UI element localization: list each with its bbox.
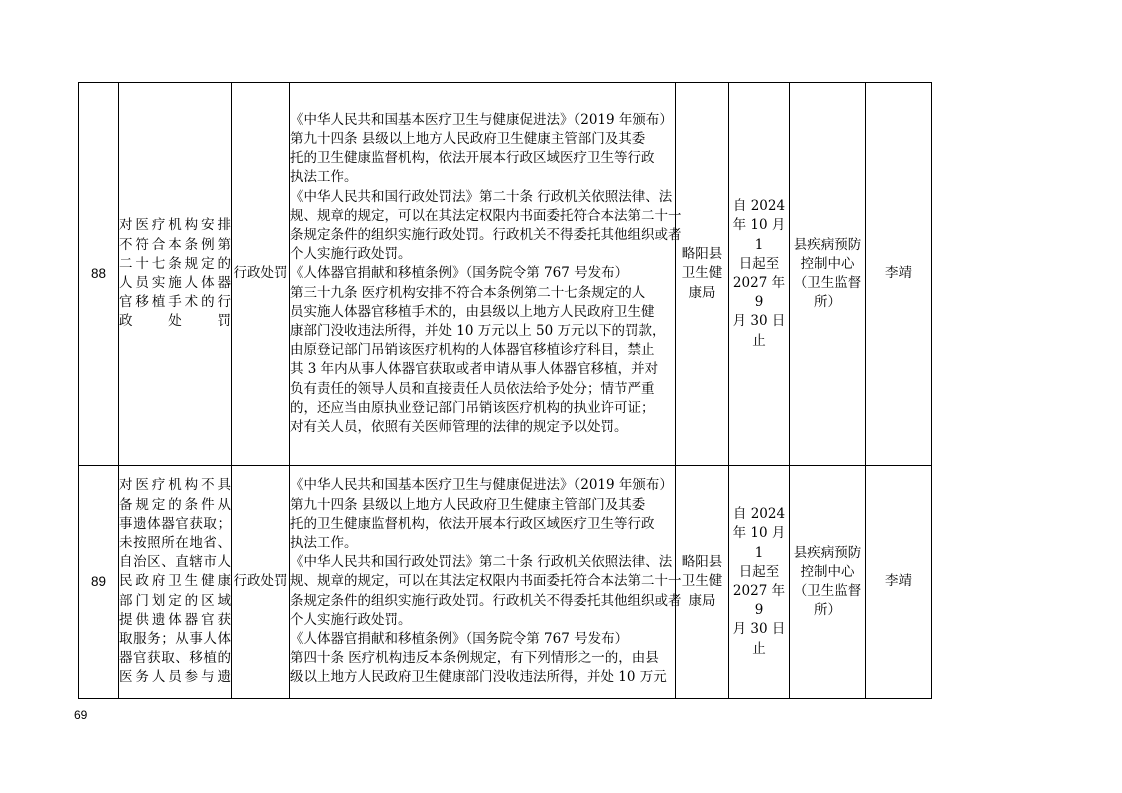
authority-line: 卫生健 — [681, 573, 723, 590]
item-name — [119, 83, 232, 466]
item-line: 对医疗机构不具 — [119, 477, 231, 494]
entrusted-line: 县疾病预防 — [793, 236, 862, 253]
item-type: 行政处罚 — [232, 466, 290, 699]
period-line: 自 2024 — [732, 198, 786, 215]
row-number: 88 — [79, 83, 119, 466]
entrusted-line: 所） — [814, 602, 841, 619]
item-line: 取服务；从事人体 — [119, 631, 231, 647]
page-number: 69 — [74, 708, 88, 722]
item-line: 官移植手术的行 — [119, 294, 231, 311]
period-line: 年 10 月 1 — [732, 525, 786, 561]
table-row — [79, 83, 932, 466]
basis-line: 负有责任的领导人员和直接责任人员依法给予处分；情节严重 — [290, 380, 655, 397]
basis-line: 对有关人员，依照有关医师管理的法律的规定予以处罚。 — [290, 419, 628, 436]
item-line: 政处罚 — [119, 313, 231, 330]
basis-line: 个人实施行政处罚。 — [290, 246, 412, 263]
entrusted-line: （卫生监督 — [793, 275, 862, 291]
item-line: 未按照所在地省、 — [119, 534, 231, 551]
period-line: 年 10 月 1 — [732, 217, 786, 253]
authority-line: 卫生健 — [681, 265, 723, 282]
authority — [676, 466, 729, 699]
period-line: 日起至 — [738, 255, 780, 272]
item-line: 提供遗体器官获 — [119, 611, 231, 628]
row-number: 89 — [79, 466, 119, 699]
basis-line: 第九十四条 县级以上地方人民政府卫生健康主管部门及其委 — [290, 496, 646, 513]
entrusted-org — [790, 83, 866, 466]
basis-line: 《中华人民共和国行政处罚法》第二十条 行政机关依照法律、法 — [290, 188, 673, 205]
authority-line: 略阳县 — [681, 246, 723, 263]
period-line: 月 30 日 — [732, 313, 786, 330]
basis-line: 托的卫生健康监督机构，依法开展本行政区域医疗卫生等行政 — [290, 515, 655, 532]
period-line: 止 — [752, 640, 766, 657]
item-line: 二十七条规定的 — [119, 255, 231, 272]
period-line: 止 — [752, 332, 766, 349]
legal-basis — [290, 83, 682, 466]
item-line: 人员实施人体器 — [119, 275, 231, 291]
authority-line: 略阳县 — [681, 554, 723, 571]
basis-line: 条规定条件的组织实施行政处罚。行政机关不得委托其他组织或者 — [290, 226, 682, 243]
basis-line: 《中华人民共和国基本医疗卫生与健康促进法》（2019 年颁布） — [290, 111, 673, 128]
legal-basis — [290, 466, 682, 699]
basis-line: 级以上地方人民政府卫生健康部门没收违法所得，并处 10 万元 — [290, 669, 667, 686]
table-row — [79, 466, 932, 699]
basis-line: 《中华人民共和国基本医疗卫生与健康促进法》（2019 年颁布） — [290, 477, 673, 494]
entrusted-line: 所） — [814, 294, 841, 311]
entrusted-line: 控制中心 — [800, 563, 855, 580]
basis-line: 第四十条 医疗机构违反本条例规定，有下列情形之一的，由县 — [290, 650, 659, 667]
basis-line: 员实施人体器官移植手术的，由县级以上地方人民政府卫生健 — [290, 303, 655, 320]
item-line: 不符合本条例第 — [119, 236, 231, 253]
basis-line: 条规定条件的组织实施行政处罚。行政机关不得委托其他组织或者 — [290, 592, 682, 609]
authority — [676, 83, 729, 466]
basis-line: 执法工作。 — [290, 169, 358, 186]
period-line: 日起至 — [738, 563, 780, 580]
basis-line: 个人实施行政处罚。 — [290, 611, 412, 628]
basis-line: 规、规章的规定，可以在其法定权限内书面委托符合本法第二十一 — [290, 207, 682, 224]
item-line: 器官获取、移植的 — [119, 650, 231, 667]
authority-line: 康局 — [688, 284, 716, 301]
basis-line: 其 3 年内从事人体器官获取或者申请从事人体器官移植，并对 — [290, 361, 659, 378]
item-line: 自治区、直辖市人 — [119, 554, 231, 571]
person-in-charge: 李靖 — [866, 83, 932, 466]
entrusted-line: （卫生监督 — [793, 583, 862, 599]
entrustment-period — [729, 466, 790, 699]
item-line: 对医疗机构安排 — [119, 217, 231, 234]
item-line: 事遗体器官获取； — [119, 515, 231, 532]
period-line: 2027 年 9 — [732, 583, 786, 619]
basis-line: 康部门没收违法所得，并处 10 万元以上 50 万元以下的罚款， — [290, 323, 666, 339]
entrusted-line: 控制中心 — [800, 255, 855, 272]
enforcement-table — [78, 82, 932, 699]
item-type: 行政处罚 — [232, 83, 290, 466]
basis-line: 托的卫生健康监督机构，依法开展本行政区域医疗卫生等行政 — [290, 150, 655, 167]
person-in-charge: 李靖 — [866, 466, 932, 699]
basis-line: 《中华人民共和国行政处罚法》第二十条 行政机关依照法律、法 — [290, 554, 673, 571]
item-line: 部门划定的区域 — [119, 592, 231, 609]
basis-line: 由原登记部门吊销该医疗机构的人体器官移植诊疗科目，禁止 — [290, 342, 655, 359]
authority-line: 康局 — [688, 592, 716, 609]
entrusted-line: 县疾病预防 — [793, 544, 862, 561]
basis-line: 《人体器官捐献和移植条例》（国务院令第 767 号发布） — [290, 265, 629, 282]
item-name — [119, 466, 232, 699]
basis-line: 的，还应当由原执业登记部门吊销该医疗机构的执业许可证； — [290, 399, 655, 416]
period-line: 月 30 日 — [732, 621, 786, 638]
item-line: 民政府卫生健康 — [119, 573, 231, 590]
basis-line: 第九十四条 县级以上地方人民政府卫生健康主管部门及其委 — [290, 130, 646, 147]
table-body — [79, 83, 932, 699]
item-line: 备规定的条件从 — [119, 496, 231, 513]
basis-line: 第三十九条 医疗机构安排不符合本条例第二十七条规定的人 — [290, 284, 646, 301]
entrustment-period — [729, 83, 790, 466]
period-line: 2027 年 9 — [732, 275, 786, 311]
basis-line: 《人体器官捐献和移植条例》（国务院令第 767 号发布） — [290, 631, 629, 647]
entrusted-org — [790, 466, 866, 699]
basis-line: 规、规章的规定，可以在其法定权限内书面委托符合本法第二十一 — [290, 573, 682, 590]
basis-line: 执法工作。 — [290, 534, 358, 551]
period-line: 自 2024 — [732, 506, 786, 523]
item-line: 医务人员参与遗 — [119, 669, 231, 686]
